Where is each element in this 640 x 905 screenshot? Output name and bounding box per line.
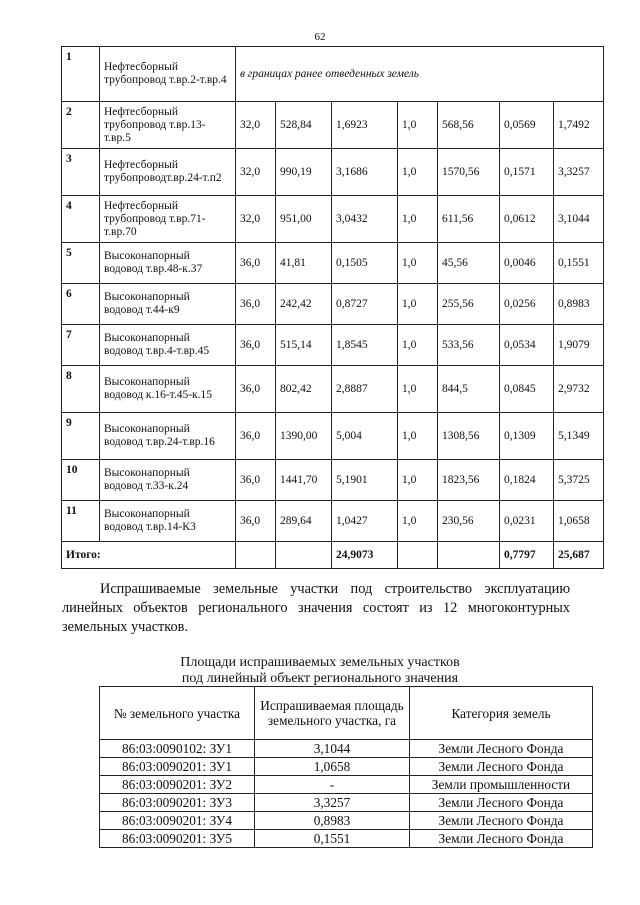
row-number: 9 [62,413,100,460]
total-label: Итого: [62,542,236,569]
value-cell: 1,0427 [332,501,398,542]
value-cell: 45,56 [438,243,500,284]
value-cell: 1,0 [398,325,438,366]
object-name: Высоконапорный водовод к.16-т.45-к.15 [100,366,236,413]
value-cell: 0,0231 [500,501,554,542]
table-row [100,758,593,776]
value-cell: 2,8887 [332,366,398,413]
value-cell: 0,1824 [500,460,554,501]
value-cell: 32,0 [236,102,276,149]
value-cell: 2,9732 [554,366,604,413]
table-row [62,413,604,460]
value-cell: 1,6923 [332,102,398,149]
value-cell: 1308,56 [438,413,500,460]
table-row [62,460,604,501]
value-cell: 0,0569 [500,102,554,149]
value-cell: 36,0 [236,366,276,413]
value-cell: 36,0 [236,284,276,325]
value-cell: 1441,70 [276,460,332,501]
value-cell: 5,3725 [554,460,604,501]
object-name: Нефтесборный трубопровод т.вр.13-т.вр.5 [100,102,236,149]
value-cell: 1,8545 [332,325,398,366]
plot-area: 0,8983 [255,812,410,830]
value-cell: 1,0 [398,413,438,460]
land-category: Земли Лесного Фонда [410,812,593,830]
total-sum-3: 25,687 [554,542,604,569]
value-cell: 1,0 [398,460,438,501]
plot-number: 86:03:0090201: ЗУ2 [100,776,255,794]
value-cell: 289,64 [276,501,332,542]
value-cell: 1,0658 [554,501,604,542]
object-name: Высоконапорный водовод т.вр.14-К3 [100,501,236,542]
total-sum-2: 0,7797 [500,542,554,569]
empty-cell [398,542,438,569]
land-category: Земли Лесного Фонда [410,794,593,812]
table-row [100,776,593,794]
value-cell: 0,0845 [500,366,554,413]
row-note: в границах ранее отведенных земель [236,47,604,102]
table-row [62,501,604,542]
land-category: Земли Лесного Фонда [410,758,593,776]
plot-area: 3,1044 [255,740,410,758]
value-cell: 0,8983 [554,284,604,325]
value-cell: 36,0 [236,501,276,542]
caption-line-2: под линейный объект регионального значения [181,671,459,686]
row-number: 5 [62,243,100,284]
plot-number: 86:03:0090201: ЗУ5 [100,830,255,848]
value-cell: 1390,00 [276,413,332,460]
value-cell: 3,1686 [332,149,398,196]
value-cell: 844,5 [438,366,500,413]
land-category: Земли Лесного Фонда [410,830,593,848]
header-plot-number: № земельного участка [100,687,255,740]
value-cell: 1,0 [398,102,438,149]
value-cell: 1,0 [398,149,438,196]
value-cell: 5,1901 [332,460,398,501]
table-row [62,325,604,366]
value-cell: 5,1349 [554,413,604,460]
land-category: Земли Лесного Фонда [410,740,593,758]
row-number: 4 [62,196,100,243]
row-number: 7 [62,325,100,366]
row-number: 2 [62,102,100,149]
value-cell: 1570,56 [438,149,500,196]
empty-cell [236,542,276,569]
object-name: Нефтесборный трубопровод т.вр.2-т.вр.4 [100,47,236,102]
value-cell: 1,0 [398,196,438,243]
empty-cell [438,542,500,569]
value-cell: 0,1505 [332,243,398,284]
object-name: Высоконапорный водовод т.вр.48-к.37 [100,243,236,284]
header-area: Испрашиваемая площадь земельного участка, га [255,687,410,740]
object-name: Высоконапорный водовод т.44-к9 [100,284,236,325]
value-cell: 32,0 [236,196,276,243]
plot-number: 86:03:0090201: ЗУ1 [100,758,255,776]
plot-number: 86:03:0090201: ЗУ4 [100,812,255,830]
value-cell: 0,0046 [500,243,554,284]
value-cell: 951,00 [276,196,332,243]
value-cell: 0,0256 [500,284,554,325]
land-plots-table [99,686,593,848]
value-cell: 528,84 [276,102,332,149]
value-cell: 568,56 [438,102,500,149]
table-row [62,47,604,102]
value-cell: 5,004 [332,413,398,460]
table-row [62,366,604,413]
plot-area: - [255,776,410,794]
table-row [100,740,593,758]
value-cell: 242,42 [276,284,332,325]
value-cell: 990,19 [276,149,332,196]
table-header-row [100,687,593,740]
land-category: Земли промышленности [410,776,593,794]
value-cell: 1,0 [398,501,438,542]
value-cell: 1,7492 [554,102,604,149]
value-cell: 36,0 [236,243,276,284]
value-cell: 0,0612 [500,196,554,243]
table-caption [0,655,640,687]
header-category: Категория земель [410,687,593,740]
caption-line-1: Площади испрашиваемых земельных участков [180,655,460,670]
value-cell: 611,56 [438,196,500,243]
value-cell: 3,0432 [332,196,398,243]
table-row [100,812,593,830]
value-cell: 32,0 [236,149,276,196]
value-cell: 1,0 [398,243,438,284]
table-row [62,196,604,243]
row-number: 3 [62,149,100,196]
object-name: Высоконапорный водовод т.вр.24-т.вр.16 [100,413,236,460]
value-cell: 3,3257 [554,149,604,196]
row-number: 1 [62,47,100,102]
value-cell: 1823,56 [438,460,500,501]
value-cell: 0,1571 [500,149,554,196]
table-row [62,243,604,284]
value-cell: 255,56 [438,284,500,325]
value-cell: 36,0 [236,325,276,366]
total-row [62,542,604,569]
table-row [62,102,604,149]
value-cell: 41,81 [276,243,332,284]
value-cell: 1,0 [398,284,438,325]
plot-number: 86:03:0090201: ЗУ3 [100,794,255,812]
table-row [100,794,593,812]
row-number: 10 [62,460,100,501]
page-number: 62 [314,31,326,43]
value-cell: 3,1044 [554,196,604,243]
value-cell: 0,8727 [332,284,398,325]
row-number: 11 [62,501,100,542]
row-number: 6 [62,284,100,325]
plot-number: 86:03:0090102: ЗУ1 [100,740,255,758]
body-paragraph: Испрашиваемые земельные участки под строительство эксплуатацию линейных объектов регионального значения состоят из 12 многоконтурных земельных участков. [62,581,570,635]
row-number: 8 [62,366,100,413]
value-cell: 36,0 [236,460,276,501]
value-cell: 1,9079 [554,325,604,366]
value-cell: 515,14 [276,325,332,366]
plot-area: 1,0658 [255,758,410,776]
empty-cell [276,542,332,569]
object-name: Нефтесборный трубопроводт.вр.24-т.п2 [100,149,236,196]
value-cell: 802,42 [276,366,332,413]
table-row [62,149,604,196]
plot-area: 0,1551 [255,830,410,848]
value-cell: 230,56 [438,501,500,542]
object-name: Высоконапорный водовод т.вр.4-т.вр.45 [100,325,236,366]
value-cell: 36,0 [236,413,276,460]
value-cell: 0,0534 [500,325,554,366]
value-cell: 0,1309 [500,413,554,460]
value-cell: 1,0 [398,366,438,413]
object-name: Высоконапорный водовод т.33-к.24 [100,460,236,501]
plot-area: 3,3257 [255,794,410,812]
value-cell: 0,1551 [554,243,604,284]
table-row [100,830,593,848]
value-cell: 533,56 [438,325,500,366]
object-name: Нефтесборный трубопровод т.вр.71-т.вр.70 [100,196,236,243]
table-row [62,284,604,325]
total-sum-1: 24,9073 [332,542,398,569]
pipeline-table [61,46,604,569]
